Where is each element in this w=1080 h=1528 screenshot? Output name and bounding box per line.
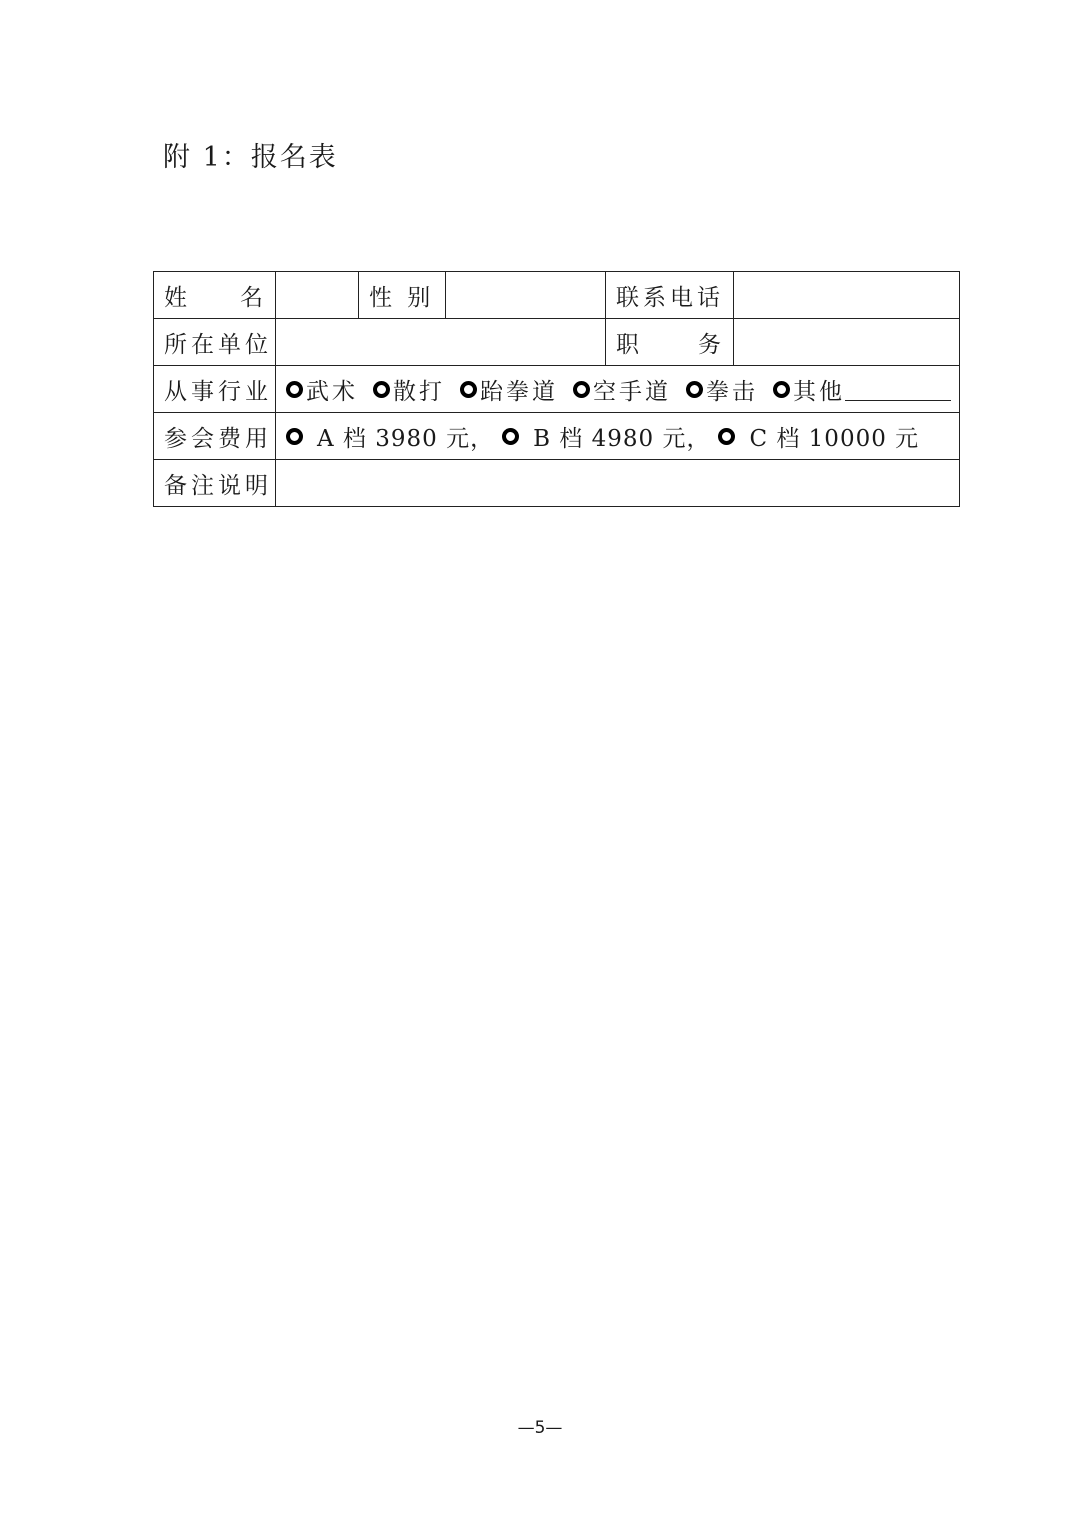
radio-icon [686, 381, 703, 398]
option-label: 武术 [306, 378, 358, 405]
position-label-part: 职 [616, 331, 639, 358]
unit-label: 所在单位 [154, 319, 276, 366]
page-title: 附 1：报名表 [163, 142, 338, 173]
radio-icon [773, 381, 790, 398]
industry-option-karate[interactable] [573, 373, 671, 406]
phone-field[interactable] [734, 272, 960, 319]
option-label: 空手道 [593, 378, 671, 405]
fee-option-b[interactable] [502, 420, 710, 453]
table-row [154, 319, 960, 366]
name-label-cell [154, 272, 276, 319]
industry-label: 从事行业 [154, 366, 276, 413]
radio-icon [460, 381, 477, 398]
radio-icon [286, 428, 303, 445]
table-row [154, 366, 960, 413]
registration-form-table [153, 271, 960, 507]
option-label: 其他 [793, 378, 845, 405]
position-field[interactable] [734, 319, 960, 366]
option-label: B 档 4980 元， [533, 425, 711, 452]
fee-option-c[interactable] [718, 420, 919, 453]
radio-icon [502, 428, 519, 445]
industry-option-boxing[interactable] [686, 373, 758, 406]
fee-option-a[interactable] [286, 420, 494, 453]
option-label: A 档 3980 元， [317, 425, 495, 452]
position-label-cell [606, 319, 734, 366]
option-label: C 档 10000 元 [749, 425, 920, 452]
option-label: 拳击 [706, 378, 758, 405]
industry-option-sanda[interactable] [373, 373, 445, 406]
gender-field[interactable] [446, 272, 606, 319]
remarks-label: 备注说明 [154, 460, 276, 507]
fee-label: 参会费用 [154, 413, 276, 460]
radio-icon [573, 381, 590, 398]
radio-icon [286, 381, 303, 398]
table-row [154, 413, 960, 460]
radio-icon [718, 428, 735, 445]
industry-option-wushu[interactable] [286, 373, 358, 406]
gender-label: 性 别 [359, 272, 446, 319]
phone-label: 联系电话 [606, 272, 734, 319]
name-label-part: 名 [240, 284, 263, 311]
table-row [154, 460, 960, 507]
option-label: 散打 [393, 378, 445, 405]
name-label-part: 姓 [164, 284, 187, 311]
name-field[interactable] [276, 272, 359, 319]
option-label: 跆拳道 [480, 378, 558, 405]
radio-icon [373, 381, 390, 398]
industry-option-other[interactable] [773, 373, 951, 406]
remarks-field[interactable] [276, 460, 960, 507]
position-label-part: 务 [698, 331, 721, 358]
industry-option-taekwondo[interactable] [460, 373, 558, 406]
fee-options [276, 413, 960, 460]
table-row [154, 272, 960, 319]
other-blank-field[interactable] [845, 378, 951, 401]
unit-field[interactable] [276, 319, 606, 366]
page-number: —5— [517, 1418, 563, 1438]
industry-options [276, 366, 960, 413]
